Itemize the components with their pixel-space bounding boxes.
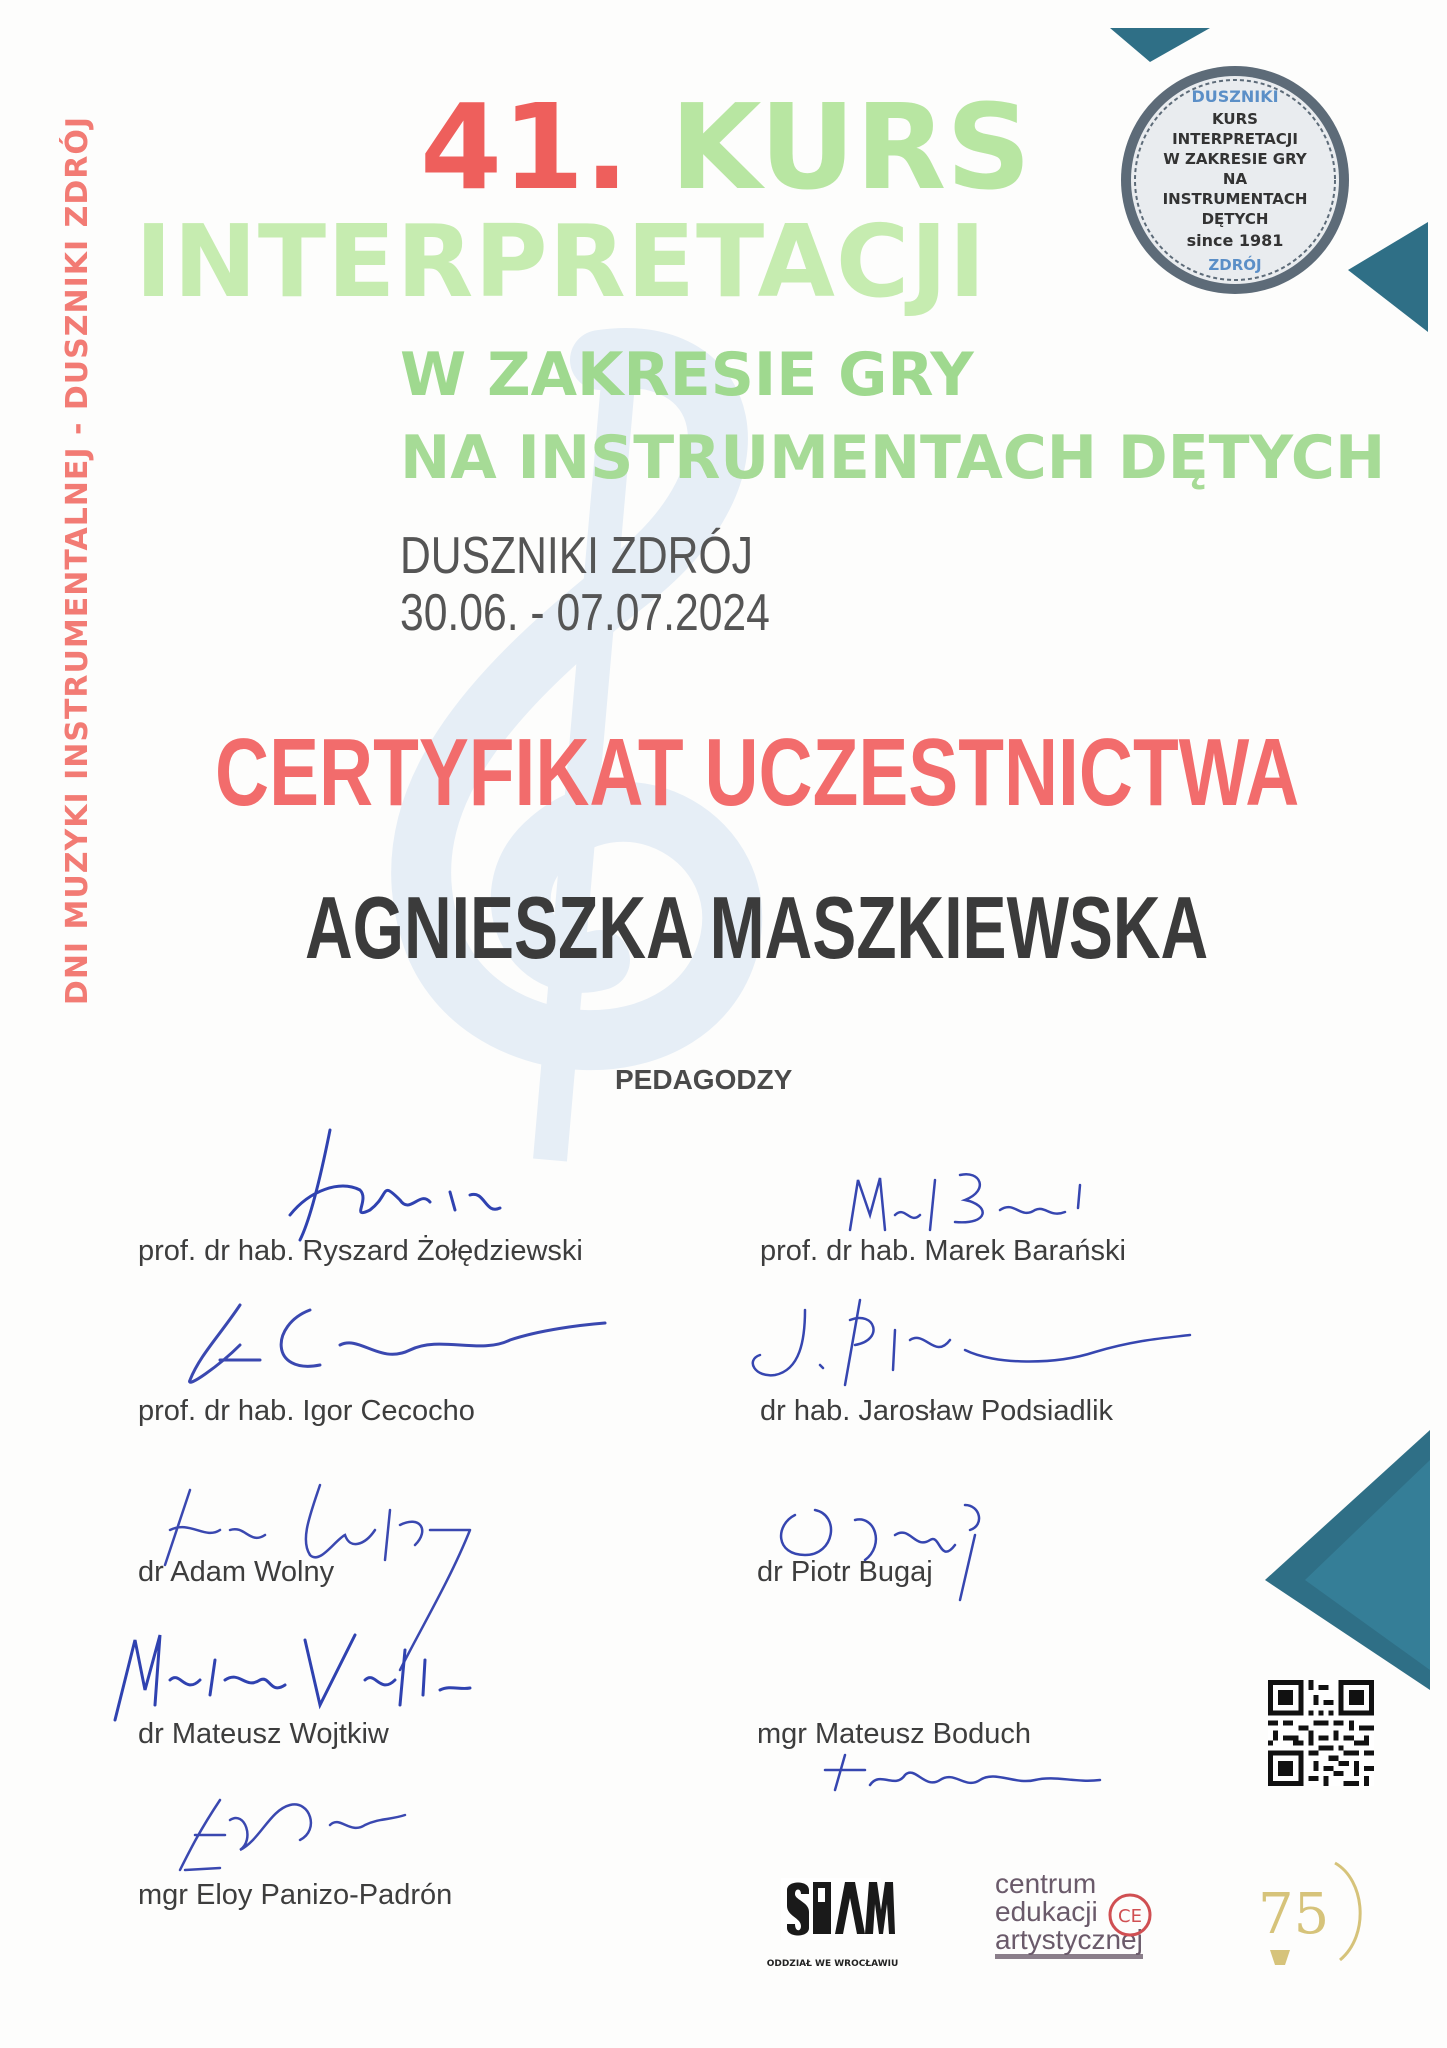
seal-line-4: NA [1222, 170, 1248, 188]
title-line-2: INTERPRETACJI [135, 203, 987, 320]
cea-line-1: centrum [995, 1868, 1097, 1899]
cea-line-2: edukacji [995, 1896, 1098, 1927]
signature-panizo [170, 1790, 410, 1880]
teacher-name: prof. dr hab. Igor Cecocho [138, 1395, 475, 1427]
teacher-name: dr Mateusz Wojtkiw [138, 1718, 389, 1750]
teacher-name: prof. dr hab. Marek Barański [760, 1235, 1126, 1267]
course-number-title [420, 78, 1032, 216]
signature-boduch [815, 1745, 1105, 1805]
event-details [400, 528, 770, 642]
seal-line-5: INSTRUMENTACH [1162, 190, 1308, 208]
course-word: KURS [670, 78, 1032, 216]
logo-75-anniversary [1240, 1855, 1370, 1975]
participant-name: AGNIESZKA MASZKIEWSKA [305, 878, 1209, 977]
decor-triangle-large [1265, 1430, 1430, 1690]
teacher-name: mgr Mateusz Boduch [757, 1718, 1032, 1750]
seal-stamp-icon [1115, 60, 1355, 300]
signature-zoledziewski [270, 1120, 540, 1250]
title-line-4: NA INSTRUMENTACH DĘTYCH [400, 423, 1386, 493]
event-dates: 30.06. - 07.07.2024 [400, 584, 770, 643]
seal-line-6: DĘTYCH [1201, 210, 1269, 228]
teacher-name: mgr Eloy Panizo-Padrón [138, 1879, 453, 1911]
certificate-title: CERTYFIKAT UCZESTNICTWA [215, 719, 1300, 826]
signature-wojtkiw [105, 1620, 485, 1740]
seal-bottom-text: ZDRÓJ [1208, 256, 1262, 274]
teacher-name: dr Piotr Bugaj [757, 1556, 933, 1588]
anniversary-logo-icon [1240, 1855, 1370, 1975]
side-vertical-title [38, 110, 118, 1010]
spam-caption: ODDZIAŁ WE WROCŁAWIU [766, 1959, 899, 1969]
teacher-name: dr hab. Jarosław Podsiadlik [760, 1395, 1114, 1427]
qr-code-icon [1268, 1680, 1374, 1786]
seal-line-1: KURS [1212, 110, 1258, 128]
event-place: DUSZNIKI ZDRÓJ [400, 527, 753, 585]
logo-centrum-edukacji-artystycznej [995, 1870, 1195, 1970]
decor-triangle-right [1348, 222, 1428, 332]
signature-cecocho [180, 1285, 610, 1395]
teachers-heading: PEDAGODZY [615, 1064, 793, 1095]
seal-line-3: W ZAKRESIE GRY [1163, 150, 1307, 168]
decor-triangle-top [1110, 28, 1210, 64]
title-line-3: W ZAKRESIE GRY [400, 340, 974, 410]
logo-spam [765, 1870, 900, 1970]
cea-line-3: artystycznej [995, 1926, 1143, 1959]
seal-line-7: since 1981 [1186, 231, 1284, 250]
teacher-name: dr Adam Wolny [138, 1556, 335, 1588]
teacher-name: prof. dr hab. Ryszard Żołędziewski [138, 1235, 583, 1267]
seal-line-2: INTERPRETACJI [1172, 130, 1298, 148]
signature-baranski [840, 1160, 1100, 1245]
signature-podsiadlik [735, 1290, 1195, 1400]
anniversary-number: 75 [1258, 1882, 1330, 1947]
course-number: 41. [420, 78, 630, 216]
cea-logo-icon [1107, 1892, 1153, 1938]
spam-logo-icon [765, 1870, 900, 1950]
signature-bugaj [765, 1485, 1035, 1605]
side-text: DNI MUZYKI INSTRUMENTALNEJ - DUSZNIKI ZDRÓJ [60, 115, 96, 1005]
svg-text:CE: CE [1118, 1906, 1142, 1927]
seal-top-text: DUSZNIKI [1191, 87, 1279, 106]
